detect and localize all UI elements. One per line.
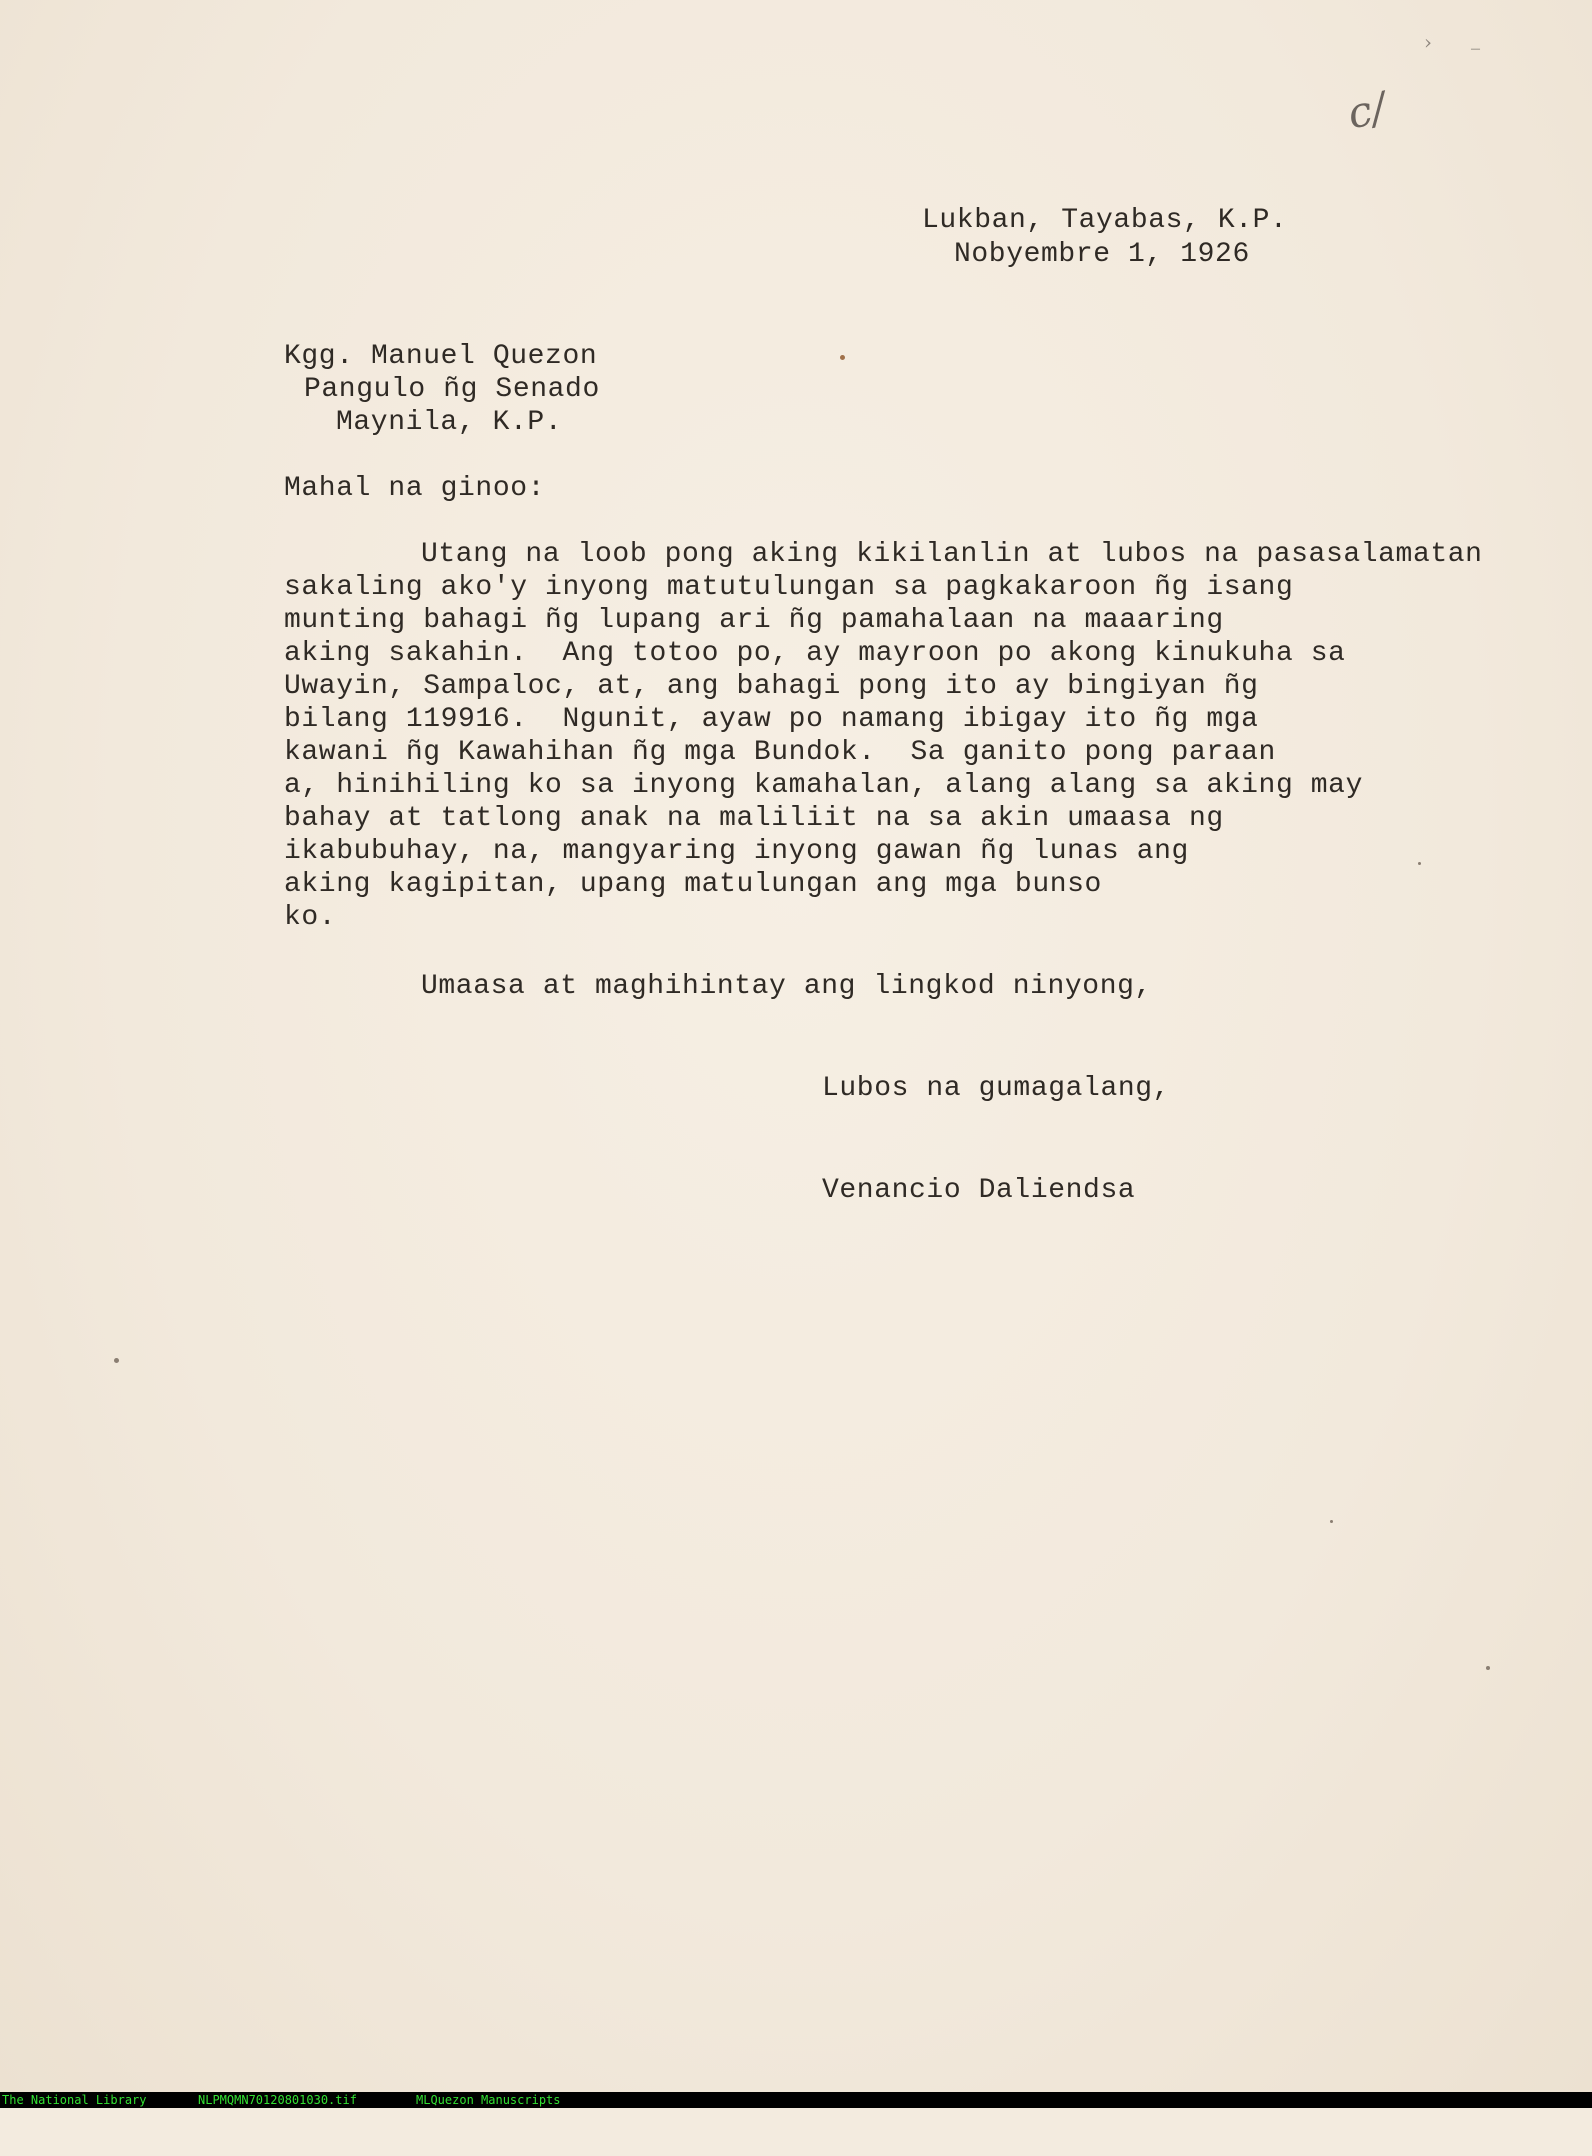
body-line: aking sakahin. Ang totoo po, ay mayroon po akong kinukuha sa — [284, 638, 1346, 669]
recipient-location: Maynila, K.P. — [336, 407, 563, 438]
body-line: ikabubuhay, na, mangyaring inyong gawan ñg lunas ang — [284, 836, 1189, 867]
footer-institution: The National Library — [2, 2093, 147, 2107]
recipient-title: Pangulo ñg Senado — [304, 374, 600, 405]
paper-speck — [840, 355, 845, 360]
body-line: Uwayin, Sampaloc, at, ang bahagi pong ito ay bingiyan ñg — [284, 671, 1259, 702]
body-line: sakaling ako'y inyong matutulungan sa pagkakaroon ñg isang — [284, 572, 1294, 603]
corner-mark: c/ — [1343, 82, 1391, 139]
corner-dash-mark: – — [1470, 36, 1481, 61]
body-line: bahay at tatlong anak na maliliit na sa akin umaasa ng — [284, 803, 1224, 834]
footer-filename: NLPMQMN70120801030.tif — [198, 2093, 357, 2107]
body-line: munting bahagi ñg lupang ari ñg pamahalaan na maaaring — [284, 605, 1224, 636]
scan-footer — [0, 2092, 1592, 2108]
body-line: a, hinihiling ko sa inyong kamahalan, alang alang sa aking may — [284, 770, 1363, 801]
valediction: Lubos na gumagalang, — [822, 1073, 1171, 1104]
footer-collection: MLQuezon Manuscripts — [416, 2093, 561, 2107]
salutation: Mahal na ginoo: — [284, 473, 546, 504]
body-line: Utang na loob pong aking kikilanlin at lubos na pasasalamatan — [421, 539, 1483, 570]
letter-place: Lukban, Tayabas, K.P. — [922, 205, 1288, 236]
recipient-name: Kgg. Manuel Quezon — [284, 341, 598, 372]
letter-date: Nobyembre 1, 1926 — [954, 239, 1250, 270]
paper-speck — [1486, 1666, 1490, 1670]
body-line: kawani ñg Kawahihan ñg mga Bundok. Sa ganito pong paraan — [284, 737, 1276, 768]
body-line: bilang 119916. Ngunit, ayaw po namang ibigay ito ñg mga — [284, 704, 1259, 735]
body-line: ko. — [284, 902, 337, 933]
body-line: aking kagipitan, upang matulungan ang mga bunso — [284, 869, 1102, 900]
paper-speck — [1330, 1520, 1333, 1523]
corner-tick-mark: › — [1424, 30, 1432, 54]
paper-speck — [1418, 862, 1421, 865]
closing-line: Umaasa at maghihintay ang lingkod ninyong, — [421, 971, 1152, 1002]
paper-speck — [114, 1358, 119, 1363]
signature: Venancio Daliendsa — [822, 1175, 1136, 1206]
